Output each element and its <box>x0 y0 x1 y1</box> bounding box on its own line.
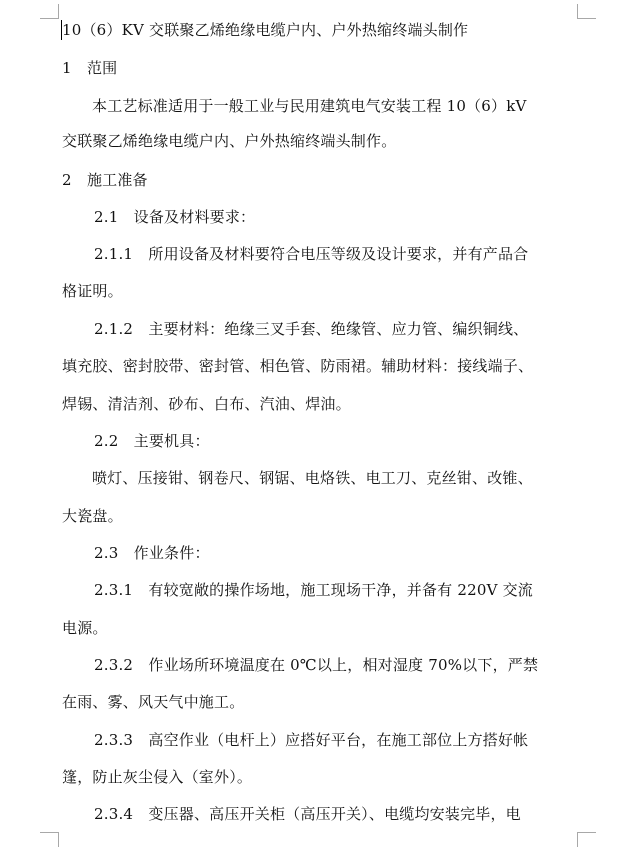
page-corner-mark-bottom-right <box>577 832 596 847</box>
paragraph-line[interactable]: 在雨、雾、风天气中施工。 <box>62 693 245 711</box>
paragraph-line[interactable]: 2.1.2 主要材料：绝缘三叉手套、绝缘管、应力管、编织铜线、 <box>94 320 529 338</box>
subsection-heading[interactable]: 2.2 主要机具： <box>94 432 210 450</box>
paragraph-line[interactable]: 本工艺标准适用于一般工业与民用建筑电气安装工程 10（6）kV <box>92 97 527 115</box>
paragraph-line[interactable]: 篷，防止灰尘侵入（室外）。 <box>62 768 253 786</box>
document-title[interactable]: 10（6）KV 交联聚乙烯绝缘电缆户内、户外热缩终端头制作 <box>62 21 469 39</box>
paragraph-line[interactable]: 2.1.1 所用设备及材料要符合电压等级及设计要求，并有产品合 <box>94 245 529 263</box>
paragraph-line[interactable]: 交联聚乙烯绝缘电缆户内、户外热缩终端头制作。 <box>62 132 397 150</box>
page-corner-mark-bottom-left <box>40 832 59 847</box>
page-corner-mark-top-right <box>577 4 596 19</box>
paragraph-line[interactable]: 喷灯、压接钳、钢卷尺、钢锯、电烙铁、电工刀、克丝钳、改锥、 <box>92 469 533 487</box>
paragraph-line[interactable]: 焊锡、清洁剂、砂布、白布、汽油、焊油。 <box>62 395 351 413</box>
paragraph-line[interactable]: 电源。 <box>62 619 108 637</box>
paragraph-line[interactable]: 2.3.3 高空作业（电杆上）应搭好平台，在施工部位上方搭好帐 <box>94 731 529 749</box>
paragraph-line[interactable]: 填充胶、密封胶带、密封管、相色管、防雨裙。辅助材料：接线端子、 <box>62 357 534 375</box>
subsection-heading[interactable]: 2.1 设备及材料要求： <box>94 208 256 226</box>
paragraph-line[interactable]: 格证明。 <box>62 282 123 300</box>
paragraph-line[interactable]: 2.3.1 有较宽敞的操作场地，施工现场干净，并备有 220V 交流 <box>94 581 533 599</box>
paragraph-line[interactable]: 2.3.2 作业场所环境温度在 0℃以上，相对湿度 70%以下，严禁 <box>94 656 539 674</box>
section-heading[interactable]: 2 施工准备 <box>62 171 148 189</box>
paragraph-line[interactable]: 大瓷盘。 <box>62 507 123 525</box>
paragraph-line[interactable]: 2.3.4 变压器、高压开关柜（高压开关）、电缆均安装完毕，电 <box>94 805 521 823</box>
page-corner-mark-top-left <box>40 4 59 19</box>
section-heading[interactable]: 1 范围 <box>62 59 118 77</box>
subsection-heading[interactable]: 2.3 作业条件： <box>94 544 210 562</box>
